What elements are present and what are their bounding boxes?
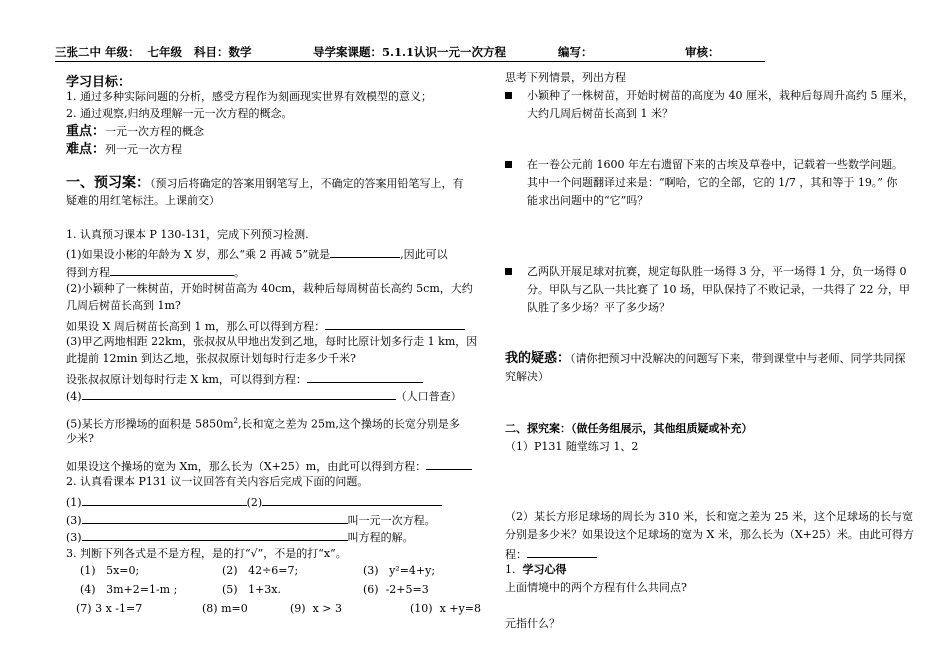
doubts-line1 xyxy=(505,352,906,366)
explore-item-2-line2: 分别是多少米？如果设这个足球场的宽为 X 米，那么长为（X+25）米。由此可得方 xyxy=(505,528,914,541)
scenario-2-line3: 能求出问题中的“它”吗？ xyxy=(527,194,649,207)
eq-4 xyxy=(80,583,177,597)
item2-num-2: (2) xyxy=(246,496,263,509)
learning-title: 学习心得 xyxy=(522,563,567,576)
eq-number: (8) xyxy=(202,602,218,615)
preview-q1-line1 xyxy=(66,246,448,262)
q3-equation-label: 设张叔叔原计划每时行走 X km，可以得到方程： xyxy=(66,373,307,386)
preview-item-2: 2. 认真看课本 P131 议一议回答有关内容后完成下面的问题。 xyxy=(66,475,369,488)
eq-expression: 3 x -1=7 xyxy=(95,602,143,615)
preview-q2-line3 xyxy=(66,318,465,334)
scenario-2-line2: 其中一个问题翻译过来是：“啊哈，它的全部，它的 1/7 ，其和等于 19。” 你 xyxy=(527,176,898,189)
scenario-1-line1: 小颖种了一株树苗，开始时树苗的高度为 40 厘米，栽种后每周升高约 5 厘米， xyxy=(527,89,914,102)
preview-item-1: 1. 认真预习课本 P 130-131，完成下列预习检测. xyxy=(66,228,309,241)
item2-def-solution: 叫方程的解。 xyxy=(347,531,414,544)
key-label: 重点： xyxy=(66,124,106,139)
reviewer-label: 审核： xyxy=(685,45,720,59)
explore-item-2-line3 xyxy=(505,546,597,562)
topic-label: 导学案课题： xyxy=(313,45,382,59)
scenario-2-line1: 在一卷公元前 1600 年左右遗留下来的古埃及草卷中，记载着一些数学问题。 xyxy=(527,158,903,171)
q5-equation-label: 如果设这个操场的宽为 Xm，那么长为（X+25）m，由此可以得到方程： xyxy=(66,460,427,473)
grade-value: 七年级 xyxy=(147,45,183,59)
scenario-3-line1: 乙两队开展足球对抗赛，规定每队胜一场得 3 分，平一场得 1 分，负一场得 0 xyxy=(527,265,907,278)
scenario-intro: 思考下列情景，列出方程 xyxy=(505,71,626,84)
objective-1: 1. 通过多种实际问题的分析，感受方程作为刻画现实世界有效模型的意义； xyxy=(66,90,432,103)
q3-blank[interactable] xyxy=(307,371,423,383)
preview-note-1: （预习后将确定的答案用钢笔写上，不确定的答案用铅笔写上，有 xyxy=(150,177,464,190)
preview-note-2: 疑难的用红笔标注。上课前交） xyxy=(66,194,220,207)
doubts-label: 我的疑惑： xyxy=(505,351,571,366)
item2-blank-3[interactable] xyxy=(82,512,348,524)
learning-heading xyxy=(505,563,567,577)
eq-expression: 5x=0; xyxy=(106,564,140,577)
grade-label: 年级： xyxy=(105,45,140,59)
eq-expression: m=0 xyxy=(221,602,248,615)
eq-5 xyxy=(222,583,281,597)
q2-blank[interactable] xyxy=(325,318,465,330)
doubts-line2: 究解决） xyxy=(505,370,549,383)
header-topic xyxy=(313,44,506,60)
item2-blank-2[interactable] xyxy=(262,494,442,506)
eq-expression: 3m+2=1-m ; xyxy=(106,583,178,596)
objectives-title: 学习目标： xyxy=(66,75,132,90)
difficulty-point xyxy=(66,143,182,157)
scenario-3-line2: 分。甲队与乙队一共比赛了 10 场，甲队保持了不败记录，一共得了 22 分，甲 xyxy=(527,283,910,296)
learning-question-2: 元指什么？ xyxy=(505,617,560,630)
eq-number: (5) xyxy=(222,583,238,596)
item2-blank-4[interactable] xyxy=(82,529,348,541)
header-underline xyxy=(55,61,765,62)
doubts-text: （请你把预习中没解决的问题写下来，带到课堂中与老师、同学共同探 xyxy=(570,352,906,365)
eq-expression: x +y=8 xyxy=(439,602,481,615)
eq-2 xyxy=(222,564,298,578)
eq-3 xyxy=(363,564,435,578)
eq-number: (4) xyxy=(80,583,96,596)
key-point xyxy=(66,125,204,139)
item2-line1 xyxy=(66,494,442,510)
school-name: 三张二中 xyxy=(55,45,101,59)
preview-q2-line1: (2)小颖种了一株树苗，开始时树苗高为 40cm，栽种后每周树苗长高约 5cm，大约 xyxy=(66,282,473,295)
preview-q3-line2: 此提前 12min 到达乙地，张叔叔原计划每时行走多少千米? xyxy=(66,352,356,365)
q1-blank-1[interactable] xyxy=(330,246,400,258)
square-bullet-icon xyxy=(505,268,512,275)
item2-num-4: (3) xyxy=(66,531,82,544)
item2-def-linear: 叫一元一次方程。 xyxy=(347,514,436,527)
objective-2: 2. 通过观察,归纳及理解一元一次方程的概念。 xyxy=(66,107,293,120)
preview-q4 xyxy=(66,388,462,404)
q5-text: (5)某长方形操场的面积是 5850m xyxy=(66,417,234,431)
preview-item-3: 3. 判断下列各式是不是方程，是的打“√”，不是的打“x”。 xyxy=(66,547,347,560)
eq-8 xyxy=(202,602,248,616)
eq-number: (6) xyxy=(363,583,379,596)
q5-blank[interactable] xyxy=(426,458,472,470)
explore-item-2-line1: （2）某长方形足球场的周长为 310 米，长和宽之差为 25 米，这个足球场的长与宽 xyxy=(505,510,913,523)
item2-line2 xyxy=(66,512,436,528)
header-school xyxy=(55,44,252,60)
preview-heading xyxy=(66,176,464,191)
eq-number: (1) xyxy=(80,564,96,577)
q1-period: 。 xyxy=(234,266,245,279)
eq-expression: -2+5=3 xyxy=(385,583,429,596)
preview-q2-line2: 几周后树苗长高到 1m? xyxy=(66,299,181,312)
topic-value: 5.1.1认识一元一次方程 xyxy=(382,45,507,59)
q5-text-tail: ,长和宽之差为 25m,这个操场的长宽分别是多 xyxy=(237,417,460,431)
preview-q3-line1: (3)甲乙两地相距 22km，张叔叔从甲地出发到乙地，每时比原计划多行走 1 km，因 xyxy=(66,335,478,348)
q1-equation-label: 得到方程 xyxy=(66,266,110,279)
difficulty-label: 难点： xyxy=(66,142,106,157)
item2-line3 xyxy=(66,529,414,545)
eq-expression: x > 3 xyxy=(312,602,343,615)
q4-tag: （人口普查） xyxy=(395,390,462,403)
eq-number: (10) xyxy=(410,602,433,615)
eq-number: (3) xyxy=(363,564,379,577)
preview-q1-line2 xyxy=(66,264,245,280)
explore-item-1: （1）P131 随堂练习 1、2 xyxy=(505,440,639,453)
eq-7 xyxy=(76,602,142,616)
eq-6 xyxy=(363,583,429,597)
item2-blank-1[interactable] xyxy=(82,494,247,506)
preview-q5-line3 xyxy=(66,458,472,474)
q4-number: (4) xyxy=(66,390,82,403)
q1-text: (1)如果设小彬的年龄为 X 岁，那么“乘 2 再减 5”就是 xyxy=(66,248,331,261)
scenario-1-line2: 大约几周后树苗长高到 1 米？ xyxy=(527,107,673,120)
eq-expression: 42÷6=7; xyxy=(248,564,299,577)
explore-title: 二、探究案：（做任务组展示，其他组质疑或补充） xyxy=(505,422,753,435)
eq-9 xyxy=(290,602,342,616)
preview-title: 一、预习案： xyxy=(66,175,150,191)
preview-q3-line3 xyxy=(66,371,423,387)
editor-label: 编写： xyxy=(558,45,593,59)
eq-number: (2) xyxy=(222,564,238,577)
q4-blank[interactable] xyxy=(82,388,396,400)
subject-label: 科目：数学 xyxy=(194,45,252,59)
scenario-3-line3: 队胜了多少场？平了多少场？ xyxy=(527,301,670,314)
learning-question-1: 上面情境中的两个方程有什么共同点? xyxy=(505,581,687,594)
eq-1 xyxy=(80,564,139,578)
item2-num-1: (1) xyxy=(66,496,82,509)
preview-q5-line1 xyxy=(66,414,460,432)
eq-number: (9) xyxy=(290,602,306,615)
q1-blank-2[interactable] xyxy=(110,264,234,276)
key-text: 一元一次方程的概念 xyxy=(105,125,205,138)
learning-number: 1. xyxy=(505,563,516,576)
square-bullet-icon xyxy=(505,92,512,99)
eq-10 xyxy=(410,602,481,616)
explore-equation-label: 程： xyxy=(505,548,527,561)
q2-equation-label: 如果设 X 周后树苗长高到 1 m，那么可以得到方程： xyxy=(66,320,326,333)
eq-expression: 1+3x. xyxy=(248,583,282,596)
preview-q5-line2: 少米? xyxy=(66,432,94,445)
explore-blank[interactable] xyxy=(527,546,597,558)
item2-num-3: (3) xyxy=(66,514,82,527)
square-bullet-icon xyxy=(505,161,512,168)
q5-superscript: 2 xyxy=(233,417,238,425)
q1-text-tail: ,因此可以 xyxy=(400,248,448,261)
difficulty-text: 列一元一次方程 xyxy=(105,143,183,156)
eq-expression: y²=4+y; xyxy=(389,564,436,577)
eq-number: (7) xyxy=(76,602,92,615)
